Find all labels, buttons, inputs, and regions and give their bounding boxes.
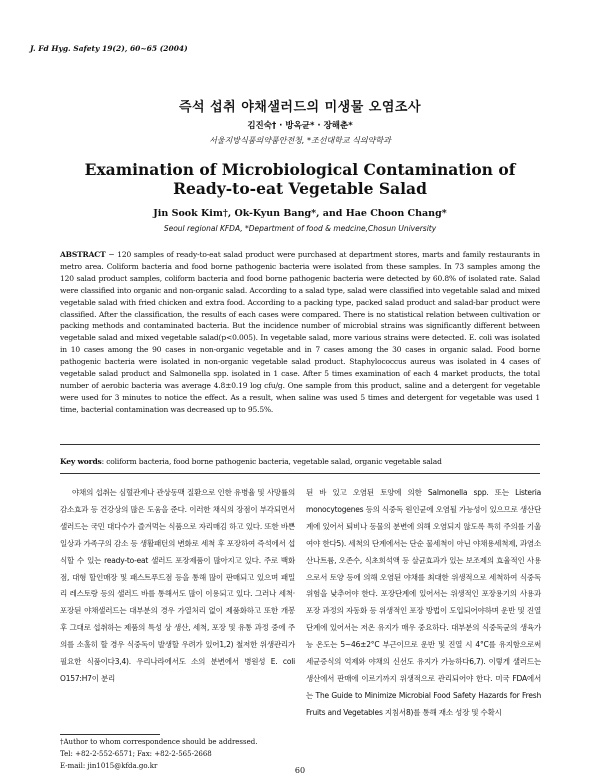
footnote-email: E-mail: jin1015@kfda.go.kr: [60, 761, 158, 770]
english-affiliation: Seoul regional KFDA, *Department of food & medcine,Chosun University: [163, 224, 437, 233]
footnote-correspondence: †Author to whom correspondence should be addressed.: [60, 738, 258, 746]
keywords: [60, 456, 540, 467]
keywords-label: Key words: [60, 457, 102, 466]
english-title: [0, 160, 600, 198]
body-paragraph-left: 야채의 섭취는 심혈관계나 관상동맥 질환으로 인한 유병율 및 사망률의 감소효과 등 건강상의 많은 도움을 준다. 이러한 채식의 장점이 부각되면서 샐러드는 국민 대다수가 즐겨먹는 식품으로 자리매김 하고 있다. 또한 바쁜 일상과 가족구의 감소 등 생활패턴의 변화로 세척 후 포장하여 즉석에서 섭식할 수 있는 ready-to-eat 샐러드 포장제품이 많아지고 있다. 주로 백화점, 대형 할인매장 및 패스트푸드점 등을 통해 많이 판매되고 있으며 패밀리 레스토랑 등의 샐러드 바를 통해서도 많이 이용되고 있다. 그러나 세척·포장된 야채샐러드는 대부분의 경우 가열처리 없이 제품화하고 또한 개봉 후 그대로 섭취하는 제품의 특성 상 생산, 세척, 포장 및 유통 과정 중에 주의를 소홀히 할 경우 식중독이 발생할 우려가 있어1,2) 철저한 위생관리가 필요한 식품이다3,4). 우리나라에서도 소의 분변에서 병원성 E. coli O157:H7이 분리: [60, 488, 295, 683]
english-title-line1: Examination of Microbiological Contamination of: [84, 160, 516, 179]
english-title-line2: Ready-to-eat Vegetable Salad: [173, 179, 427, 198]
english-authors: Jin Sook Kim†, Ok-Kyun Bang*, and Hae Choon Chang*: [153, 208, 447, 219]
body-column-left: [60, 485, 295, 688]
korean-authors: 김진숙† · 방옥균* · 장해춘*: [247, 121, 353, 131]
abstract: [60, 249, 540, 416]
footnote-divider: [60, 734, 160, 735]
page-number: 60: [294, 766, 306, 775]
korean-title: 즉석 섭취 야채샐러드의 미생물 오염조사: [178, 100, 422, 115]
keywords-text: : coliform bacteria, food borne pathogenic bacteria, vegetable salad, organic vegetable salad: [101, 457, 442, 466]
abstract-text: − 120 samples of ready-to-eat salad product were purchased at department stores, marts and family restaurants in metro area. Coliform bacteria and food borne pathogenic bacteria were isolated from these samples. In 73 samples among the 120 salad product samples, coliform bacteria and food borne pathogenic bacteria were detected by 60.8% of isolated rate. Salad were classified into organic and non-organic salad. According to a salad type, salad were classified into vegetable salad and mixed vegetable salad with fried chicken and extra food. According to a packing type, packed salad product and salad-bar product were classified. After the classification, the results of each cases were compared. There is no statistical relation between cultivation or packing methods and contaminated bacteria. But the incidence number of microbial strains was significantly different between vegetable salad and mixed vegetable salad(p<0.005). In vegetable salad, more various strains were detected. E. coli was isolated in 10 cases among the 90 cases in non-organic vegetable and in 7 cases among the 30 cases in organic salad. Food borne pathogenic bacteria were isolated in non-organic vegetable salad product. Staphylococcus aureus was isolated in 4 cases of vegetable salad product and Salmonella spp. isolated in 1 case. After 5 times examination of each 4 market products, the total number of aerobic bacteria was average 4.8±0.19 log cfu/g. One sample from this product, saline and a detergent for vegetable were used for 3 minutes to notice the effect. As a result, when saline was used 5 times and detergent for vegetable was used 1 time, bacterial contamination was decreased up to 95.5%.: [60, 250, 540, 414]
divider-bottom: [60, 473, 540, 474]
abstract-label: ABSTRACT: [60, 250, 106, 259]
footnote-phone: Tel: +82-2-552-6571; Fax: +82-2-565-2668: [60, 749, 212, 758]
korean-affiliation: 서울지방식품의약품안전청, *조선대학교 식의약학과: [209, 136, 391, 145]
body-column-right: [306, 485, 541, 722]
body-paragraph-right: 된 바 있고 오염된 토양에 의한 Salmonella spp. 또는 Listeria monocytogenes 등의 식중독 원인균에 오염될 가능성이 있으므로 생산단계에 있어서 퇴비나 동물의 분변에 의해 오염되지 않도록 특히 주의를 기울여야 한다5). 세척의 단계에서는 단순 물세척이 아닌 야채용세척제, 과염소산나트륨, 오존수, 식초희석액 등 살균효과가 있는 보조제의 효율적인 사용으로서 토양 등에 의해 오염된 야채를 최대한 위생적으로 세척하여 식중독 위험을 낮추어야 한다. 포장단계에 있어서는 위생적인 포장용기의 사용과 포장 과정의 자동화 등 위생적인 포장 방법이 도입되어야하며 운반 및 진열 단계에 있어서는 저온 유지가 매우 중요하다. 대부분의 식중독균의 생육가능 온도는 5~46±2°C 부근이므로 운반 및 진열 시 4°C를 유지함으로써 세균증식의 억제와 야채의 신선도 유지가 가능하다6,7). 이렇게 샐러드는 생산에서 판매에 이르기까지 위생적으로 관리되어야 한다. 미국 FDA에서는 The Guide to Minimize Microbial Food Safety Hazards for Fresh Fruits and Vegetables 지침서8)를 통해 재소 성장 및 수확시: [306, 488, 541, 717]
journal-citation: J. Fd Hyg. Safety 19(2), 60~65 (2004): [30, 44, 188, 53]
divider-top: [60, 444, 540, 445]
